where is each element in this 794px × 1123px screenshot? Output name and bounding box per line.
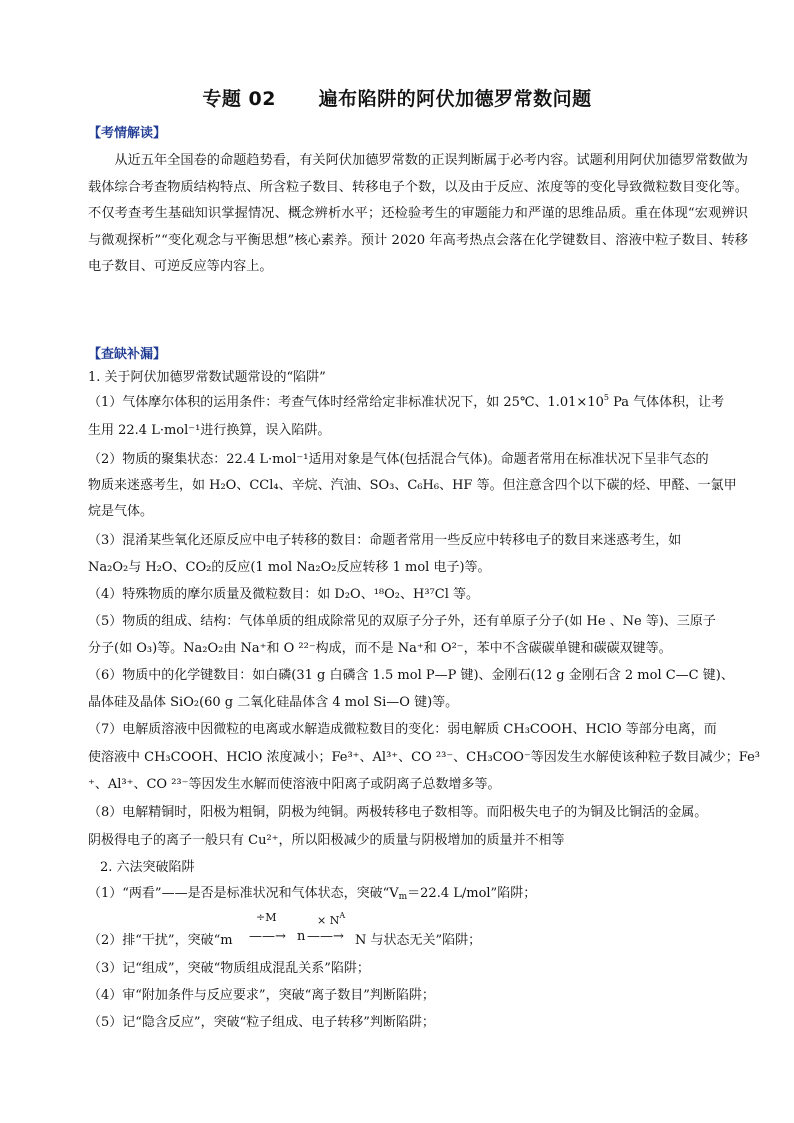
- method-2-arrow-2: ——→: [307, 929, 344, 944]
- item-1-text-a: （1）气体摩尔体积的运用条件：考查气体时经常给定非标准状况下，如 25℃、1.01×10: [88, 395, 604, 410]
- item-1-line-a: [88, 391, 752, 410]
- method-2-suffix: N 与状态无关”陷阱；: [355, 933, 482, 948]
- page-title: 专题 02 遍布陷阱的阿伏加德罗常数问题: [202, 88, 592, 110]
- method-1-line: [88, 882, 752, 902]
- heading-six-methods: 2. 六法突破陷阱: [100, 860, 195, 875]
- item-6-line-a: （6）物质中的化学键数目：如白磷(31 g 白磷含 1.5 mol P—P 键)、金刚石(12 g 金刚石含 2 mol C—C 键)、: [88, 668, 734, 683]
- item-3-line-b: Na₂O₂与 H₂O、CO₂的反应(1 mol Na₂O₂反应转移 1 mol 电子)等。: [88, 560, 491, 575]
- item-8-line-b: 阴极得电子的离子一般只有 Cu²⁺，所以阳极减少的质量与阴极增加的质量并不相等: [88, 833, 565, 848]
- item-2-line-b: 物质来迷惑考生，如 H₂O、CCl₄、辛烷、汽油、SO₃、C₆H₆、HF 等。但注意含四个以下碳的烃、甲醛、一氯甲: [88, 478, 737, 493]
- item-1-exponent: 5: [603, 393, 609, 402]
- method-2-arrow-1: ——→: [249, 929, 286, 944]
- intro-paragraph: 从近五年全国卷的命题趋势看，有关阿伏加德罗常数的正误判断属于必考内容。试题利用阿伏加德罗常数做为载体综合考查物质结构特点、所含粒子数目、转移电子个数，以及由于反应、浓度等的变化导致微粒数目变化等。不仅考查考生基础知识掌握情况、概念辨析水平；还检验考生的审题能力和严谨的思维品质。重在体现“宏观辨识与微观探析”“变化观念与平衡思想”核心素养。预计 2020 年高考热点会落在化学键数目、溶液中粒子数目、转移电子数目、可逆反应等内容上。: [88, 153, 748, 274]
- item-3-line-a: （3）混淆某些氧化还原反应中电子转移的数目：命题者常用一些反应中转移电子的数目来迷惑考生，如: [88, 533, 682, 548]
- item-8-line-a: （8）电解精铜时，阳极为粗铜，阴极为纯铜。两极转移电子数相等。而阳极失电子的为铜及比铜活的金属。: [88, 805, 708, 820]
- item-1-line-b: 生用 22.4 L·mol⁻¹进行换算，误入陷阱。: [88, 423, 331, 438]
- item-4-line: （4）特殊物质的摩尔质量及微粒数目：如 D₂O、¹⁸O₂、H³⁷Cl 等。: [88, 587, 479, 602]
- method-2-n: n: [297, 929, 306, 944]
- item-2-line-c: 烷是气体。: [88, 504, 154, 519]
- section-tag-fill-gaps: 【查缺补漏】: [88, 347, 167, 362]
- item-5-line-b: 分子(如 O₃)等。Na₂O₂由 Na⁺和 O ²²⁻构成，而不是 Na⁺和 O²⁻，苯中不含碳碳单键和碳碳双键等。: [88, 641, 672, 656]
- item-5-line-a: （5）物质的组成、结构：气体单质的组成除常见的双原子分子外，还有单原子分子(如 He 、Ne 等)、三原子: [88, 614, 716, 629]
- method-2-formula: [88, 909, 752, 949]
- method-3-line: （3）记“组成”，突破“物质组成混乱关系”陷阱；: [88, 961, 370, 976]
- method-2-over-2: [317, 911, 345, 927]
- section-tag-exam-analysis: 【考情解读】: [88, 126, 167, 141]
- method-4-line: （4）审“附加条件与反应要求”，突破“离子数目”判断陷阱；: [88, 988, 435, 1003]
- method-1-text-end: ＝22.4 L/mol”陷阱；: [407, 886, 537, 901]
- method-1-text: （1）“两看”——是否是标准状况和气体状态，突破“V: [88, 886, 399, 901]
- item-2-line-a: （2）物质的聚集状态：22.4 L·mol⁻¹适用对象是气体(包括混合气体)。命题者常用在标准状况下呈非气态的: [88, 452, 709, 467]
- item-6-line-b: 晶体硅及晶体 SiO₂(60 g 二氧化硅晶体含 4 mol Si—O 键)等。: [88, 695, 459, 710]
- item-7-line-a: （7）电解质溶液中因微粒的电离或水解造成微粒数目的变化：弱电解质 CH₃COOH、HClO 等部分电离，而: [88, 722, 717, 737]
- method-5-line: （5）记“隐含反应”，突破“粒子组成、电子转移”判断陷阱；: [88, 1015, 435, 1030]
- item-7-line-c: ⁺、Al³⁺、CO ²³⁻等因发生水解而使溶液中阳离子或阴离子总数增多等。: [88, 777, 501, 792]
- item-1-text-a-end: Pa 气体体积，让考: [608, 395, 725, 410]
- item-7-line-b: 使溶液中 CH₃COOH、HClO 浓度减小；Fe³⁺、Al³⁺、CO ²³⁻、CH₃COO⁻等因发生水解使该种粒子数目减少；Fe³: [88, 750, 761, 765]
- method-2-over-2-sup: A: [339, 911, 346, 920]
- method-2-over-1: ÷M: [256, 911, 277, 924]
- method-2-prefix: （2）排“干扰”，突破“m: [88, 933, 233, 948]
- method-1-subscript: m: [398, 892, 408, 902]
- heading-traps: 1. 关于阿伏加德罗常数试题常设的“陷阱”: [88, 370, 326, 385]
- method-2-over-2-text: × N: [317, 914, 340, 927]
